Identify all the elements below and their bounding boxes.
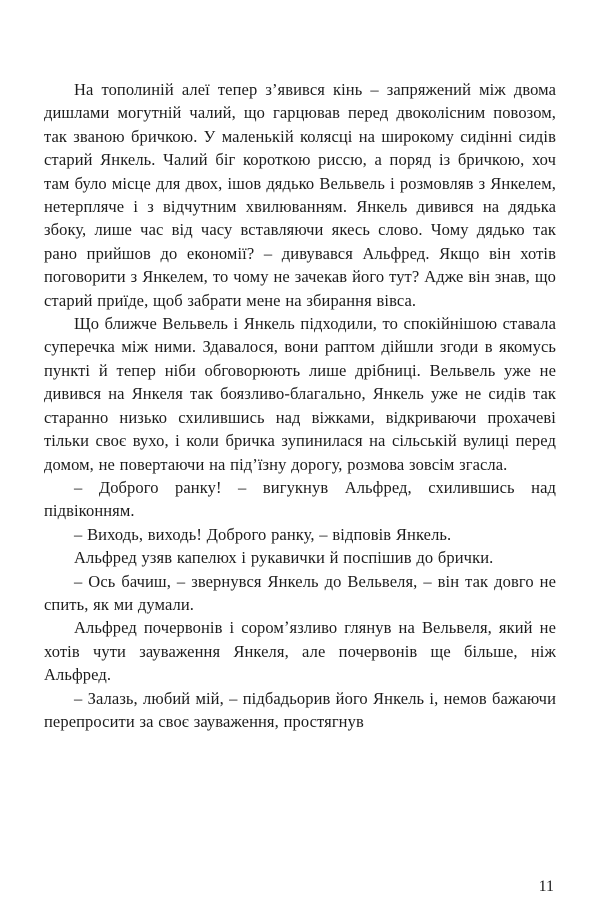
paragraph: Що ближче Вельвель і Янкель підходили, то спокійнішою ставала суперечка між ними. Здавалося, вони раптом дійшли згоди в якомусь пункті й тепер ніби обговорюють лише дрібниці. Вельвель уже не дивився на Янкеля так боязливо-благально, Янкель уже не сидів так старанно низько схилившись над віжками, відкриваючи прохачеві тільки своє вухо, і коли бричка зупинилася на сільській вулиці перед домом, не повертаючи на під’їзну дорогу, розмова зовсім згасла. bbox=[44, 314, 556, 474]
text-block bbox=[44, 78, 556, 733]
paragraph: Альфред узяв капелюх і рукавички й поспішив до брички. bbox=[74, 548, 494, 568]
paragraph: – Ось бачиш, – звернувся Янкель до Вельвеля, – він так довго не спить, як ми думали. bbox=[44, 571, 556, 614]
page-number: 11 bbox=[538, 878, 554, 895]
paragraph: – Доброго ранку! – вигукнув Альфред, схилившись над підвіконням. bbox=[44, 477, 556, 521]
paragraph: – Виходь, виходь! Доброго ранку, – відповів Янкель. bbox=[74, 524, 452, 544]
paragraph: – Залазь, любий мій, – підбадьорив його Янкель і, немов бажаючи перепросити за своє зауваження, простягнув bbox=[44, 688, 556, 731]
paragraph: На тополиній алеї тепер з’явився кінь – запряжений між двома дишлами могутній чалий, що гарцював перед двоколісним повозом, так званою бричкою. У маленькій колясці на широкому сидінні сидів старий Янкель. Чалий біг короткою риссю, а поряд із бричкою, хоч там було місце для двох, ішов дядько Вельвель і розмовляв з Янкелем, нетерпляче і з відчутним хвилюванням. Янкель дивився на дядька збоку, лише час від часу вставляючи якесь слово. Чому дядько так рано прийшов до економії? – дивувався Альфред. Якщо він хотів поговорити з Янкелем, то чому не зачекав його тут? Адже він знав, що старий приїде, щоб забрати мене на збирання вівса. bbox=[44, 80, 556, 310]
paragraph: Альфред почервонів і соромʼязливо глянув на Вельвеля, який не хотів чути зауваження Янкеля, але почервонів ще більше, ніж Альфред. bbox=[44, 618, 556, 685]
